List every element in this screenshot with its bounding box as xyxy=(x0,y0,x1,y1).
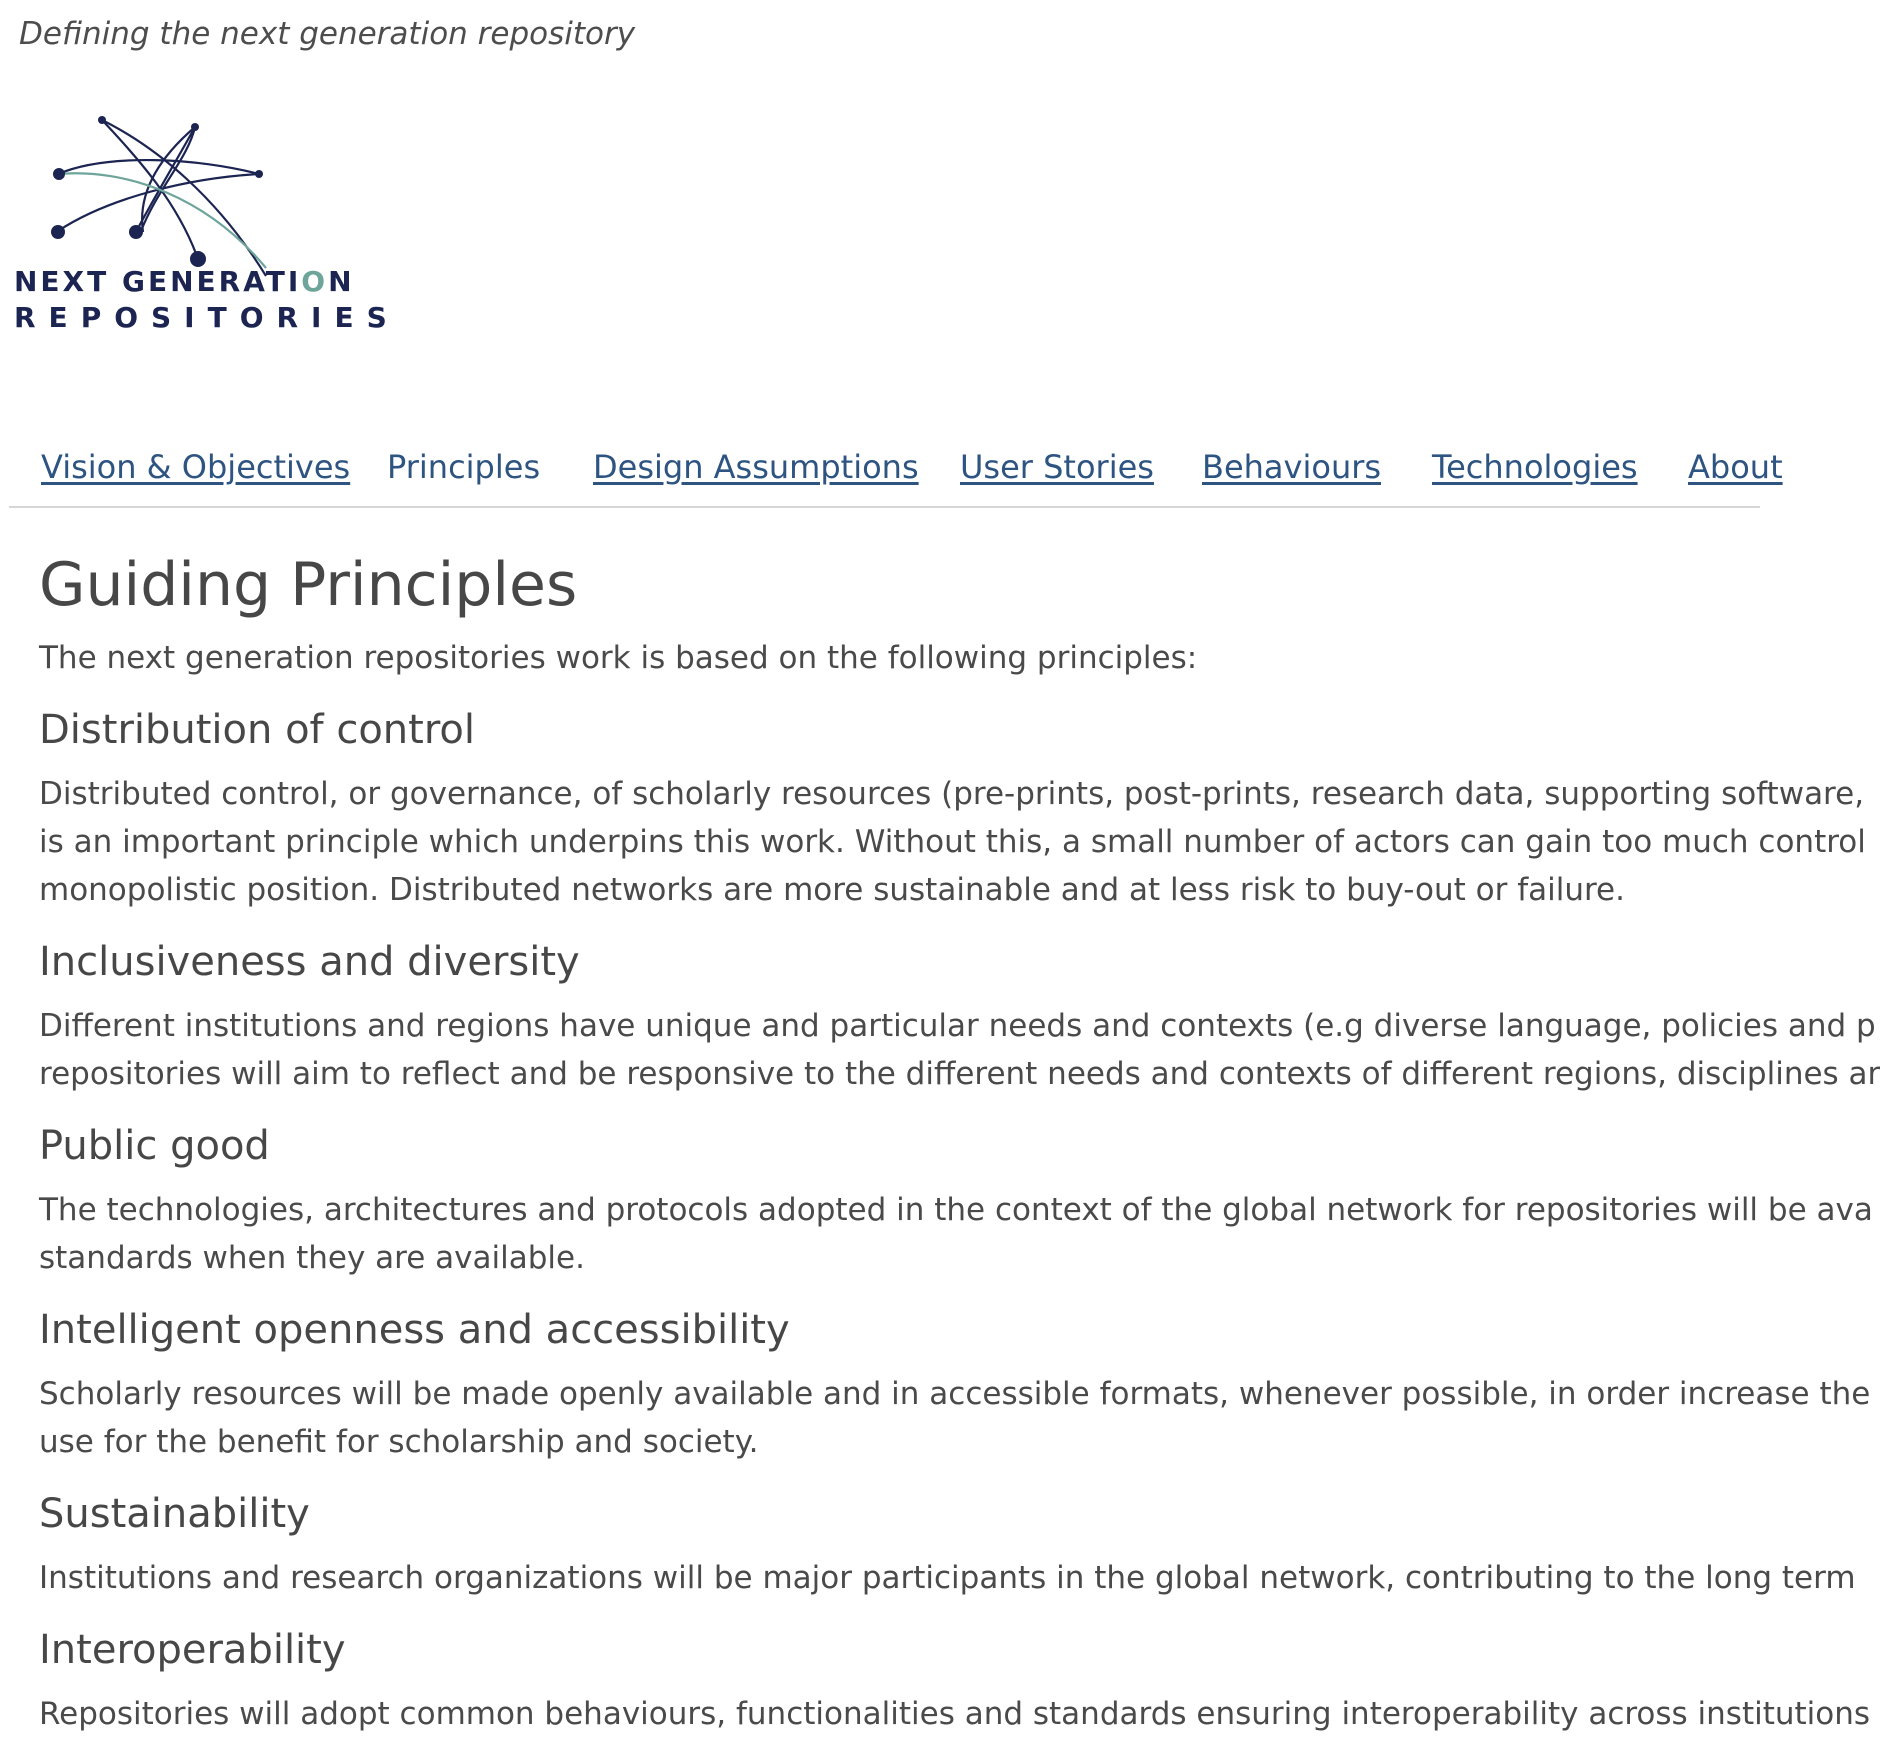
page-intro: The next generation repositories work is based on the following principles: xyxy=(39,640,1198,676)
section-heading-sustainability: Sustainability xyxy=(39,1491,310,1537)
site-logo[interactable] xyxy=(8,108,400,338)
nav-link-principles[interactable]: Principles xyxy=(387,448,541,486)
main-navigation xyxy=(9,440,1783,508)
nav-link-behaviours[interactable]: Behaviours xyxy=(1202,448,1382,486)
section-heading-intelligent-openness: Intelligent openness and accessibility xyxy=(39,1307,790,1353)
main-content xyxy=(39,546,1880,1738)
nav-link-technologies[interactable]: Technologies xyxy=(1432,448,1638,486)
page-title: Guiding Principles xyxy=(39,550,578,620)
logo-wordmark-line1: NEXT GENERATION xyxy=(14,265,355,298)
network-logo-icon xyxy=(8,108,288,268)
section-heading-interoperability: Interoperability xyxy=(39,1627,346,1673)
nav-link-user-stories[interactable]: User Stories xyxy=(960,448,1154,486)
section-text-inclusiveness-and-diversity: Different institutions and regions have unique and particular needs and contexts (e.g diverse language, policies and p repositories will aim to reflect and be responsive to the different needs and contexts of different regions, disciplines ar xyxy=(39,1008,1880,1092)
section-text-distribution-of-control: Distributed control, or governance, of scholarly resources (pre-prints, post-prints, research data, supporting software, is an important principle which underpins this work. Without this, a small number of actors can gain too much control monopolistic position. Distributed networks are more sustainable and at less risk to buy-out or failure. xyxy=(39,776,1866,908)
logo-wordmark-line2: REPOSITORIES xyxy=(14,301,400,334)
section-heading-public-good: Public good xyxy=(39,1123,270,1169)
nav-link-about[interactable]: About xyxy=(1688,448,1783,486)
section-text-sustainability: Institutions and research organizations will be major participants in the global network, contributing to the long term xyxy=(39,1560,1856,1596)
site-tagline: Defining the next generation repository xyxy=(19,16,636,52)
nav-link-design-assumptions[interactable]: Design Assumptions xyxy=(593,448,919,486)
section-heading-distribution-of-control: Distribution of control xyxy=(39,707,475,753)
section-text-intelligent-openness: Scholarly resources will be made openly available and in accessible formats, whenever possible, in order increase the use for the benefit for scholarship and society. xyxy=(39,1376,1871,1460)
section-text-interoperability: Repositories will adopt common behaviours, functionalities and standards ensuring interoperability across institutions xyxy=(39,1696,1871,1732)
section-text-public-good: The technologies, architectures and protocols adopted in the context of the global network for repositories will be ava standards when they are available. xyxy=(39,1192,1873,1276)
section-heading-inclusiveness-and-diversity: Inclusiveness and diversity xyxy=(39,939,580,985)
nav-link-vision-objectives[interactable]: Vision & Objectives xyxy=(41,448,351,486)
